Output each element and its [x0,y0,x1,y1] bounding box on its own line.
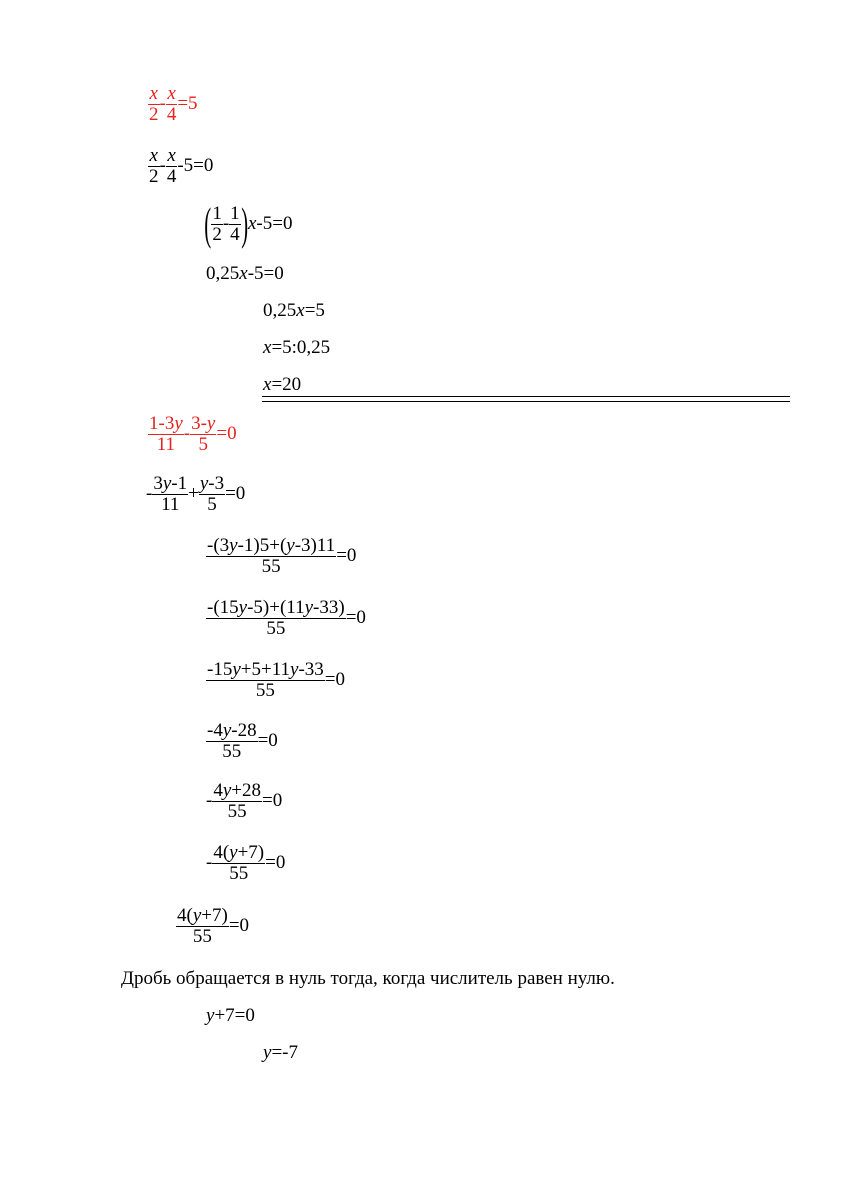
task1-step5: x=5:0,25 [263,337,331,358]
task1-step4: 0,25x=5 [263,300,325,321]
task1-step3: 0,25x-5=0 [206,263,284,284]
task1-answer: x=20 [263,374,302,395]
task2-equation: y+7=0 [206,1005,255,1026]
task2-step1: - $\frac{3y-1}{11}$ + $\frac{y-3}{5}$ =0 [146,473,246,515]
task2-step8: $\frac{4(y+7)}{55}$ =0 [177,905,250,947]
fraction: $\frac{-15y+5+11y-33}{55}$ [207,659,324,701]
fraction: $\frac{x}{4}$ [166,145,177,187]
fraction: $\frac{-4y-28}{55}$ [207,720,257,762]
fraction: $\frac{1}{2}$ [212,203,222,245]
fraction: $\frac{3y-1}{11}$ [153,473,188,515]
fraction: $\frac{3-y}{5}$ [191,413,216,455]
task1-step1: $\frac{x}{2}$ - $\frac{x}{4}$ -5=0 [149,145,214,187]
task2-answer: y=-7 [263,1042,298,1063]
task2-given: $\frac{1-3y}{11}$ - $\frac{3-y}{5}$ =0 [149,413,237,455]
fraction: $\frac{4(y+7)}{55}$ [213,842,265,884]
fraction: $\frac{4y+28}{55}$ [213,780,261,822]
task2-step5: $\frac{-4y-28}{55}$ =0 [207,720,278,762]
fraction: $\frac{1-3y}{11}$ [149,413,183,455]
fraction: $\frac{-(15y-5)+(11y-33)}{55}$ [207,597,345,639]
paren-open: ( [204,198,212,250]
fraction: $\frac{1}{4}$ [230,203,240,245]
paren-close: ) [240,198,248,250]
task2-step3: $\frac{-(15y-5)+(11y-33)}{55}$ =0 [207,597,366,639]
fraction: $\frac{x}{4}$ [166,83,177,125]
double-underline [262,396,790,402]
fraction: $\frac{x}{2}$ [149,83,159,125]
task2-step2: $\frac{-(3y-1)5+(y-3)11}{55}$ =0 [207,535,357,577]
task2-step6: - $\frac{4y+28}{55}$ =0 [206,780,283,822]
task2-step4: $\frac{-15y+5+11y-33}{55}$ =0 [207,659,345,701]
task1-given: $\frac{x}{2}$ - $\frac{x}{4}$ =5 [149,83,198,125]
task2-step7: - $\frac{4(y+7)}{55}$ =0 [206,842,286,884]
explanation-text: Дробь обращается в нуль тогда, когда числитель равен нулю. [121,968,615,989]
fraction: $\frac{-(3y-1)5+(y-3)11}{55}$ [207,535,336,577]
fraction: $\frac{y-3}{5}$ [199,473,225,515]
fraction: $\frac{x}{2}$ [149,145,159,187]
fraction: $\frac{4(y+7)}{55}$ [177,905,228,947]
task1-step2: ( $\frac{1}{2}$ - $\frac{1}{4}$ )x-5=0 [204,198,293,250]
